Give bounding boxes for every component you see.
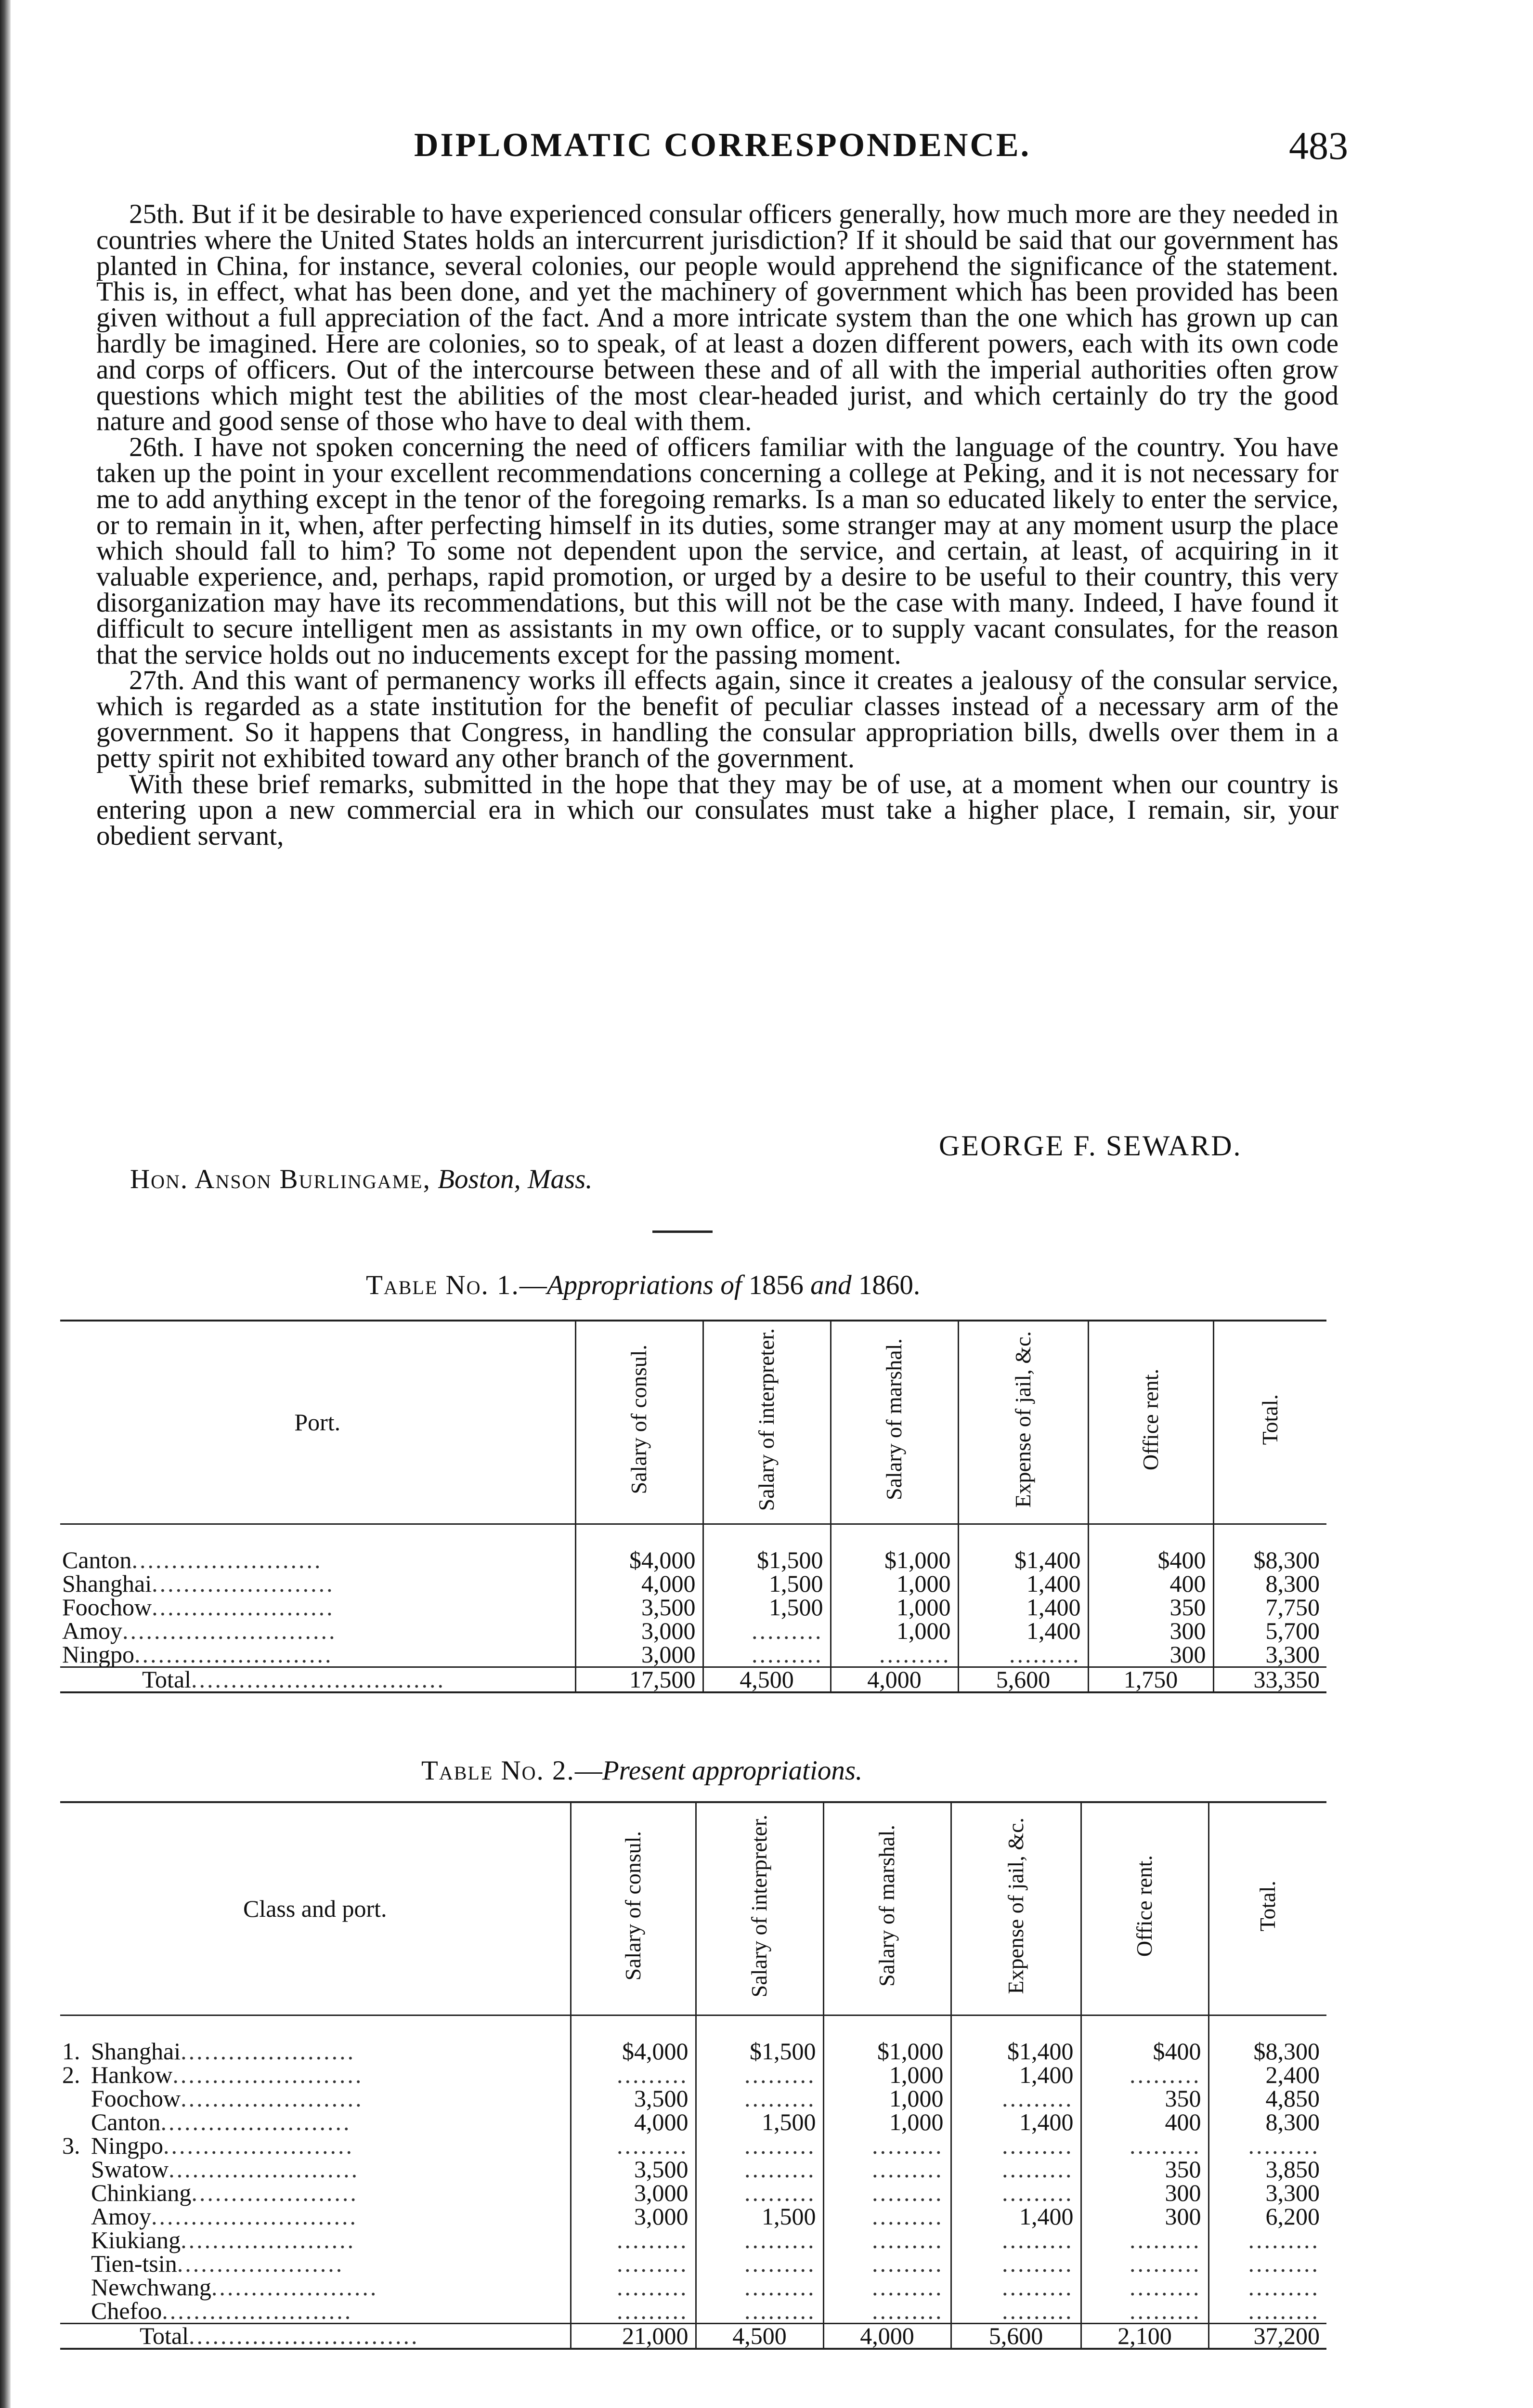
table2-header-marshal: Salary of marshal. <box>823 1803 951 2015</box>
table-row: 2. Hankow........................ ......... ......... 1,000 1,400 ......... 2,400 <box>60 2063 1326 2087</box>
table-row: Shanghai....................... 4,000 1,500 1,000 1,400 400 8,300 <box>60 1572 1326 1596</box>
table1-year-2: 1860. <box>858 1270 921 1300</box>
table-row: Canton........................ $4,000 $1,500 $1,000 $1,400 $400 $8,300 <box>60 1548 1326 1572</box>
table-row: Chefoo........................ ......... ......... ......... ......... ......... ......... <box>60 2299 1326 2324</box>
table1-header-total: Total. <box>1213 1322 1326 1524</box>
table1-caption: Table No. 1.—Appropriations of 1856 and 1860. <box>366 1270 921 1300</box>
signature: GEORGE F. SEWARD. <box>939 1130 1242 1162</box>
table1-header-consul: Salary of consul. <box>575 1322 703 1524</box>
table-row: Swatow........................ 3,500 ......... ......... ......... 350 3,850 <box>60 2158 1326 2181</box>
table-row: Kiukiang...................... ......... ......... ......... ......... ......... ......... <box>60 2228 1326 2252</box>
table-row: Canton........................ 4,000 1,500 1,000 1,400 400 8,300 <box>60 2110 1326 2134</box>
table1-year-1: 1856 <box>748 1270 804 1300</box>
table-row: 1. Shanghai...................... $4,000 $1,500 $1,000 $1,400 $400 $8,300 <box>60 2040 1326 2063</box>
section-divider <box>652 1230 713 1233</box>
table1-header-jail: Expense of jail, &c. <box>958 1322 1088 1524</box>
paragraph-closing: With these brief remarks, submitted in the hope that they may be of use, at a moment when our country is entering upon a new commercial era in which our consulates must take a higher place, I remain, sir, your obedient servant, <box>96 769 1338 851</box>
table2-header-rent: Office rent. <box>1081 1803 1208 2015</box>
table1-total-row: Total................................ 17,500 4,500 4,000 5,600 1,750 33,350 <box>60 1667 1326 1692</box>
addressee <box>130 1164 593 1195</box>
table1-label: Table No. 1. <box>366 1270 520 1300</box>
running-header <box>96 126 1348 170</box>
table1-header-rent: Office rent. <box>1088 1322 1213 1524</box>
table2-caption: Table No. 2.—Present appropriations. <box>421 1755 863 1786</box>
table1-header-marshal: Salary of marshal. <box>831 1322 958 1524</box>
letter-body <box>96 201 1338 849</box>
table2-label: Table No. 2. <box>421 1755 575 1786</box>
table-row: Tien-tsin..................... ......... ......... ......... ......... ......... ......... <box>60 2252 1326 2276</box>
table-row: Ningpo......................... 3,000 ......... ......... ......... 300 3,300 <box>60 1643 1326 1667</box>
paragraph-25th: 25th. But if it be desirable to have experienced consular officers generally, how much more are they needed in countries where the United States holds an intercurrent jurisdiction? If it should be said that our government has planted in China, for instance, several colonies, our people would apprehend the significance of the statement. This is, in effect, what has been done, and yet the machinery of government which has been provided has been given without a full appreciation of the fact. And a more intricate system than the one which has grown up can hardly be imagined. Here are colonies, so to speak, of at least a dozen different powers, each with its own code and corps of officers. Out of the intercourse between these and of all with the imperial authorities often grow questions which might test the abilities of the most clear-headed jurist, and which certainly do try the good nature and good sense of those who have to deal with them. <box>96 199 1338 437</box>
table2-header-consul: Salary of consul. <box>571 1803 696 2015</box>
table2-header-total: Total. <box>1208 1803 1326 2015</box>
book-spine-shadow <box>0 0 11 2408</box>
table-row: 3. Ningpo........................ ......... ......... ......... ......... ......... ......... <box>60 2134 1326 2158</box>
table-row: Newchwang..................... ......... ......... ......... ......... ......... ......... <box>60 2276 1326 2299</box>
table2-header-class-port: Class and port. <box>243 1895 387 1923</box>
table-row: Foochow....................... 3,500 ......... 1,000 ......... 350 4,850 <box>60 2087 1326 2110</box>
table2-grid <box>60 1803 1326 2350</box>
addressee-place: Boston, Mass. <box>438 1164 593 1194</box>
table2-caption-text: Present appropriations. <box>602 1755 863 1786</box>
running-title: DIPLOMATIC CORRESPONDENCE. <box>414 127 1031 164</box>
table-row: Amoy.......................... 3,000 1,500 ......... 1,400 300 6,200 <box>60 2205 1326 2228</box>
table2 <box>60 1801 1326 2350</box>
addressee-name: Hon. Anson Burlingame, <box>130 1164 431 1194</box>
paragraph-27th: 27th. And this want of permanency works ill effects again, since it creates a jealousy of the consular service, which is regarded as a state institution for the benefit of peculiar classes instead of a necessary arm of the government. So it happens that Congress, in handling the consular appropriation bills, dwells over them in a petty spirit not exhibited toward any other branch of the government. <box>96 665 1338 773</box>
table1 <box>60 1320 1326 1693</box>
table-row: Amoy........................... 3,000 ......... 1,000 1,400 300 5,700 <box>60 1619 1326 1643</box>
table-row: Foochow....................... 3,500 1,500 1,000 1,400 350 7,750 <box>60 1596 1326 1619</box>
table1-caption-text-1: Appropriations of <box>546 1270 742 1300</box>
table1-grid <box>60 1322 1326 1693</box>
table1-caption-text-2: and <box>810 1270 852 1300</box>
table1-header-interpreter: Salary of interpreter. <box>703 1322 831 1524</box>
table2-header-jail: Expense of jail, &c. <box>951 1803 1081 2015</box>
table1-header-port: Port. <box>294 1409 341 1436</box>
page-number: 483 <box>1289 124 1348 168</box>
table2-total-row: Total............................. 21,000 4,500 4,000 5,600 2,100 37,200 <box>60 2323 1326 2349</box>
table2-header-interpreter: Salary of interpreter. <box>696 1803 823 2015</box>
table-row: Chinkiang..................... 3,000 ......... ......... ......... 300 3,300 <box>60 2181 1326 2205</box>
paragraph-26th: 26th. I have not spoken concerning the need of officers familiar with the language of the country. You have taken up the point in your excellent recommendations concerning a college at Peking, and it is not necessary for me to add anything except in the tenor of the foregoing remarks. Is a man so educated likely to enter the service, or to remain in it, when, after perfecting himself in its duties, some stranger may at any moment usurp the place which should fall to him? To some not dependent upon the service, and certain, at least, of acquiring in it valuable experience, and, perhaps, rapid promotion, or urged by a desire to be useful to their country, this very disorganization may have its recommendations, but this will not be the case with many. Indeed, I have found it difficult to secure intelligent men as assistants in my own office, or to supply vacant consulates, for the reason that the service holds out no inducements except for the passing moment. <box>96 432 1338 670</box>
